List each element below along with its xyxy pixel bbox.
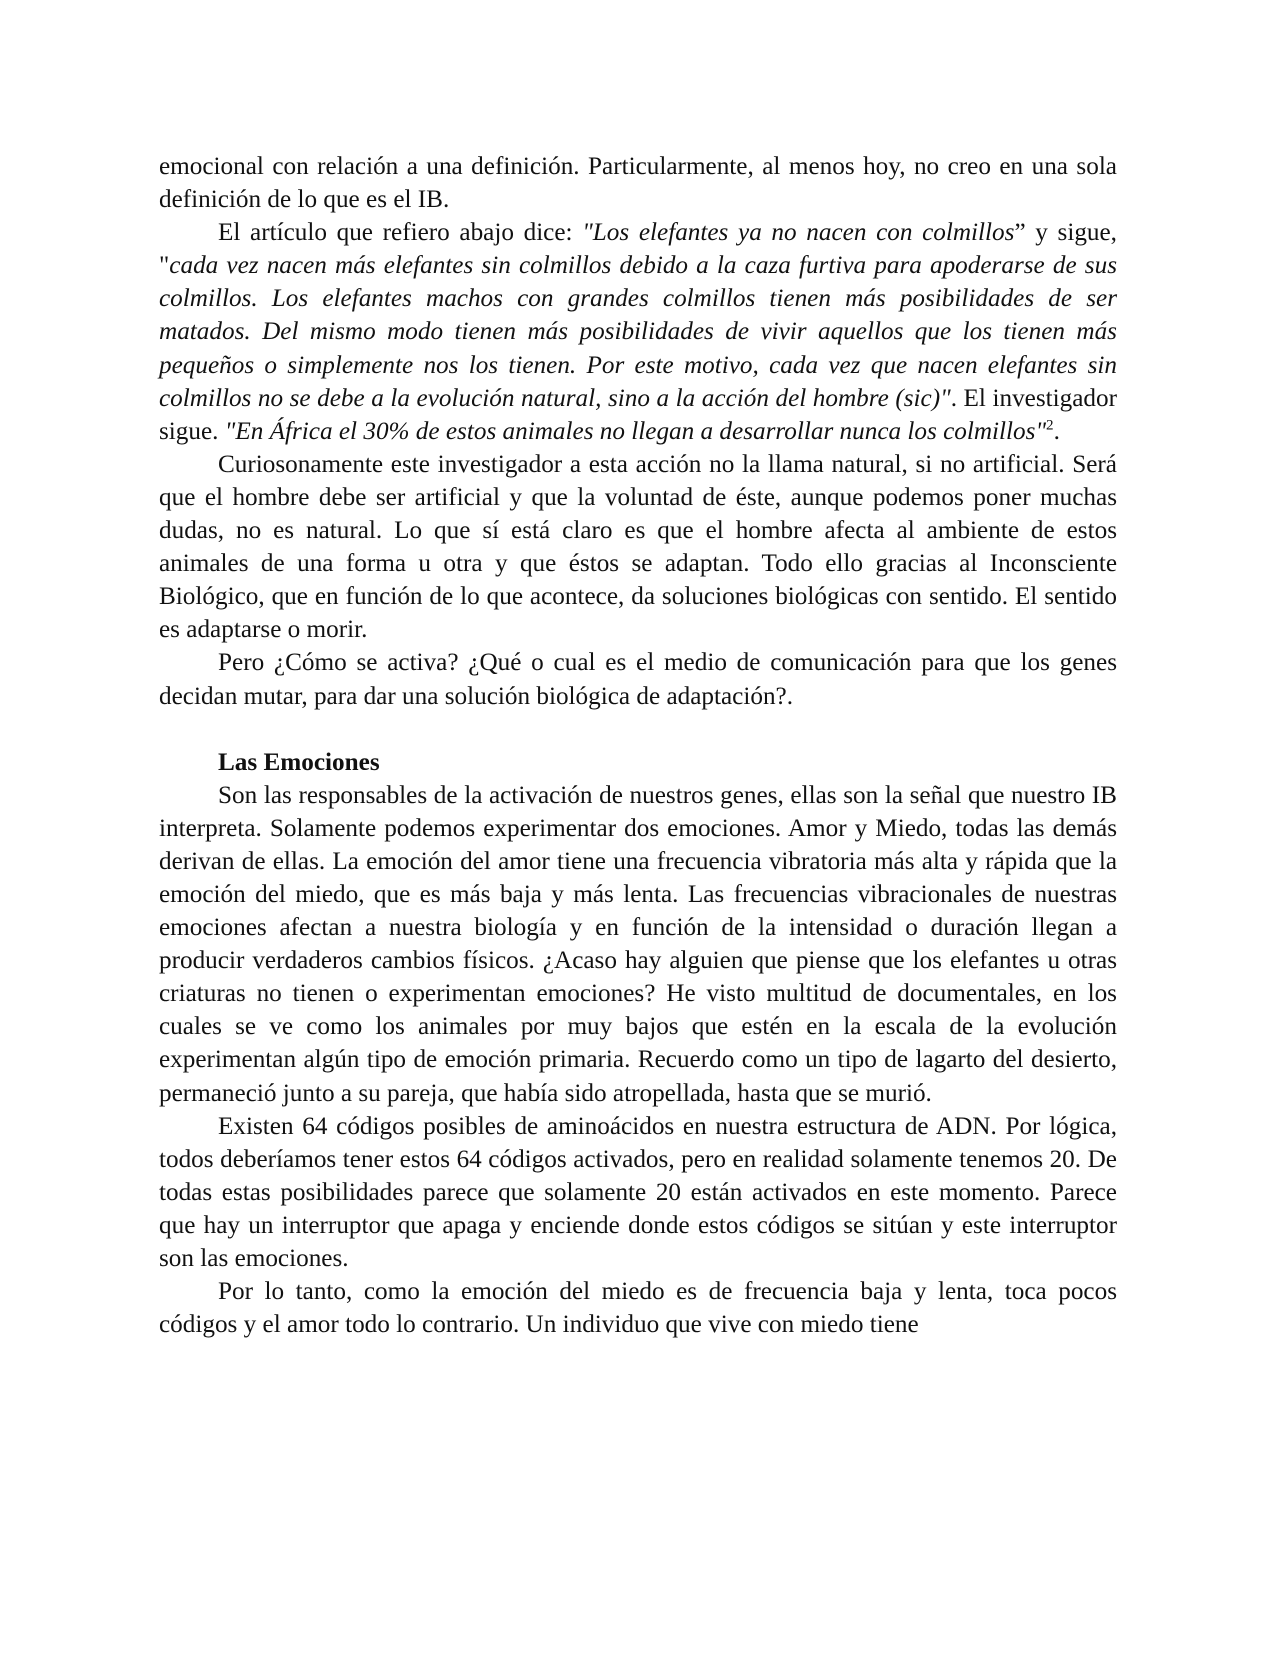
paragraph-emotions: Son las responsables de la activación de nuestros genes, ellas son la señal que nuestro IB interpreta. Solamente podemos experimentar dos emociones. Amor y Miedo, todas las demás derivan de ellas. La emoción del amor tiene una frecuencia vibratoria más alta y rápida que la emoción del miedo, que es más baja y más lenta. Las frecuencias vibracionales de nuestras emociones afectan a nuestra biología y en función de la intensidad o duración llegan a producir verdaderos cambios físicos. ¿Acaso hay alguien que piense que los elefantes u otras criaturas no tienen o experimentan emociones? He visto multitud de documentales, en los cuales se ve como los animales por muy bajos que estén en la escala de la evolución experimentan algún tipo de emoción primaria. Recuerdo como un tipo de lagarto del desierto, permaneció junto a su pareja, que había sido atropellada, hasta que se murió. — [159, 781, 1117, 1107]
paragraph-amino-codes: Existen 64 códigos posibles de aminoácidos en nuestra estructura de ADN. Por lógica, todos deberíamos tener estos 64 códigos activados, pero en realidad solamente tenemos 20. De todas estas posibilidades parece que solamente 20 están activados en este momento. Parece que hay un interruptor que apaga y enciende donde estos códigos se sitúan y este interruptor son las emociones. — [159, 1112, 1117, 1272]
section-heading: Las Emociones — [218, 748, 380, 776]
paragraph-question: Pero ¿Cómo se activa? ¿Qué o cual es el medio de comunicación para que los genes decidan mutar, para dar una solución biológica de adaptación?. — [159, 649, 1117, 710]
paragraph-conclusion: Por lo tanto, como la emoción del miedo es de frecuencia baja y lenta, toca pocos códigos y el amor todo lo contrario. Un individuo que vive con miedo tiene — [159, 1278, 1117, 1339]
quote-text: "Los elefantes ya no nacen con colmillos — [582, 219, 1015, 247]
paragraph-elephant-quote — [159, 216, 1117, 448]
paragraph-spacer — [159, 713, 1117, 746]
footnote-marker[interactable]: 2 — [1046, 417, 1054, 434]
paragraph-text: El artículo que refiero abajo dice: — [218, 219, 583, 247]
quote-text: "En África el 30% de estos animales no llegan a desarrollar nunca los colmillos" — [224, 417, 1047, 445]
paragraph-text: ” y sigue, " — [159, 219, 1117, 280]
paragraph-continuation: emocional con relación a una definición. Particularmente, al menos hoy, no creo en una sola definición de lo que es el IB. — [159, 153, 1117, 214]
quote-text: cada vez nacen más elefantes sin colmillos debido a la caza furtiva para apoderarse de sus colmillos. Los elefantes machos con grandes colmillos tienen más posibilidades de ser matados. Del mismo modo tienen más posibilidades de vivir aquellos que los tienen más pequeños o simplemente nos los tienen. Por este motivo, cada vez que nacen elefantes sin colmillos no se debe a la evolución natural, sino a la acción del hombre (sic)" — [159, 252, 1117, 412]
paragraph-text: . El investigador sigue. — [159, 384, 1117, 445]
document-page — [159, 150, 1117, 1341]
paragraph-artificial: Curiosonamente este investigador a esta acción no la llama natural, si no artificial. Será que el hombre debe ser artificial y que la voluntad de éste, aunque podemos poner muchas dudas, no es natural. Lo que sí está claro es que el hombre afecta al ambiente de estos animales de una forma u otra y que éstos se adaptan. Todo ello gracias al Inconsciente Biológico, que en función de lo que acontece, da soluciones biológicas con sentido. El sentido es adaptarse o morir. — [159, 450, 1117, 644]
paragraph-text: . — [1053, 417, 1060, 445]
